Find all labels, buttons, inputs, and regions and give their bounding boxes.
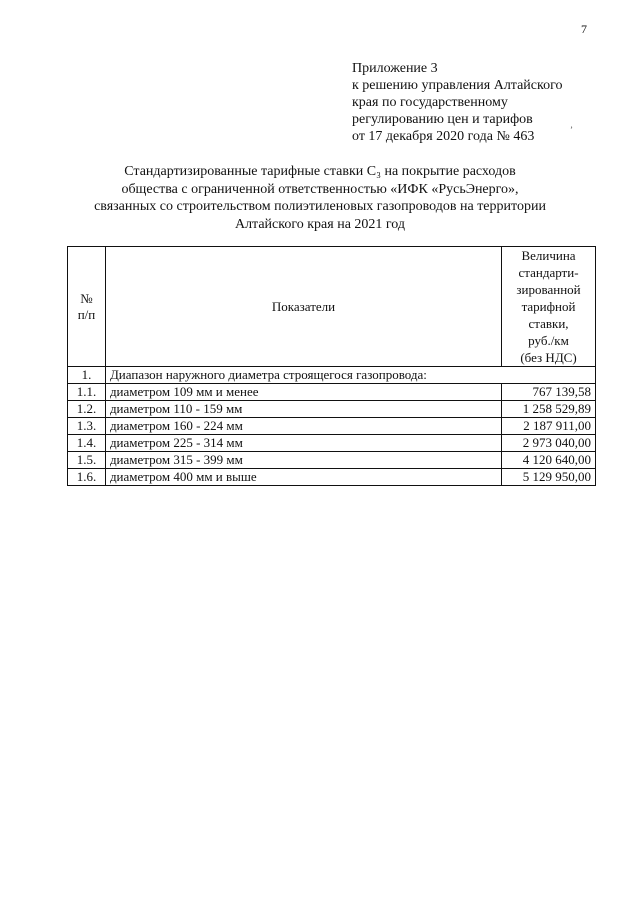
table-row (68, 435, 596, 452)
appendix-line: Приложение 3 (352, 61, 438, 76)
row-value: 767 139,58 (502, 384, 596, 401)
row-number: 1.6. (68, 469, 106, 486)
table-row (68, 469, 596, 486)
appendix-line: регулированию цен и тарифов (352, 112, 533, 127)
row-indicator: диаметром 160 - 224 мм (105, 418, 501, 435)
document-title (60, 163, 580, 233)
appendix-line: края по государственному (352, 95, 508, 110)
row-number: 1. (68, 367, 106, 384)
page-number: 7 (581, 22, 587, 36)
appendix-line: от 17 декабря 2020 года № 463 (352, 129, 535, 144)
table-row (68, 367, 596, 384)
header-value-line: зированной (516, 282, 581, 297)
header-number-line: № (80, 290, 93, 306)
appendix-line: к решению управления Алтайского (352, 78, 563, 93)
scan-mark: ʼ (570, 125, 573, 135)
header-number (68, 247, 106, 367)
row-number: 1.1. (68, 384, 106, 401)
row-number: 1.5. (68, 452, 106, 469)
table-row (68, 384, 596, 401)
row-indicator: диаметром 109 мм и менее (105, 384, 501, 401)
appendix-reference (352, 60, 563, 145)
header-value-line: тарифной (521, 299, 576, 314)
table-row (68, 401, 596, 418)
row-value: 5 129 950,00 (502, 469, 596, 486)
row-indicator: диаметром 400 мм и выше (105, 469, 501, 486)
title-line: общества с ограниченной ответственностью «ИФК «РусьЭнерго», (121, 181, 519, 197)
row-indicator: диаметром 110 - 159 мм (105, 401, 501, 418)
row-number: 1.2. (68, 401, 106, 418)
row-value: 4 120 640,00 (502, 452, 596, 469)
row-number: 1.4. (68, 435, 106, 452)
header-value-line: ставки, (528, 316, 569, 331)
row-number: 1.3. (68, 418, 106, 435)
table-row (68, 452, 596, 469)
title-line: Алтайского края на 2021 год (234, 216, 406, 232)
header-value-line: Величина (521, 248, 576, 263)
tariff-table (67, 246, 596, 486)
title-line: связанных со строительством полиэтиленовых газопроводов на территории (94, 199, 546, 214)
table-row (68, 418, 596, 435)
row-value: 2 187 911,00 (502, 418, 596, 435)
header-value-line: стандарти- (518, 265, 579, 280)
row-indicator: диаметром 225 - 314 мм (105, 435, 501, 452)
title-line: Стандартизированные тарифные ставки С₃ на покрытие расходов (124, 164, 516, 179)
header-indicators: Показатели (105, 247, 501, 367)
header-value-line: руб./км (528, 333, 569, 348)
table-header-row (68, 247, 596, 367)
header-value (502, 247, 596, 367)
row-indicator: диаметром 315 - 399 мм (105, 452, 501, 469)
row-value: 2 973 040,00 (502, 435, 596, 452)
row-value: 1 258 529,89 (502, 401, 596, 418)
header-number-line: п/п (77, 306, 96, 322)
row-indicator: Диапазон наружного диаметра строящегося газопровода: (105, 367, 595, 384)
header-value-line: (без НДС) (520, 350, 577, 365)
